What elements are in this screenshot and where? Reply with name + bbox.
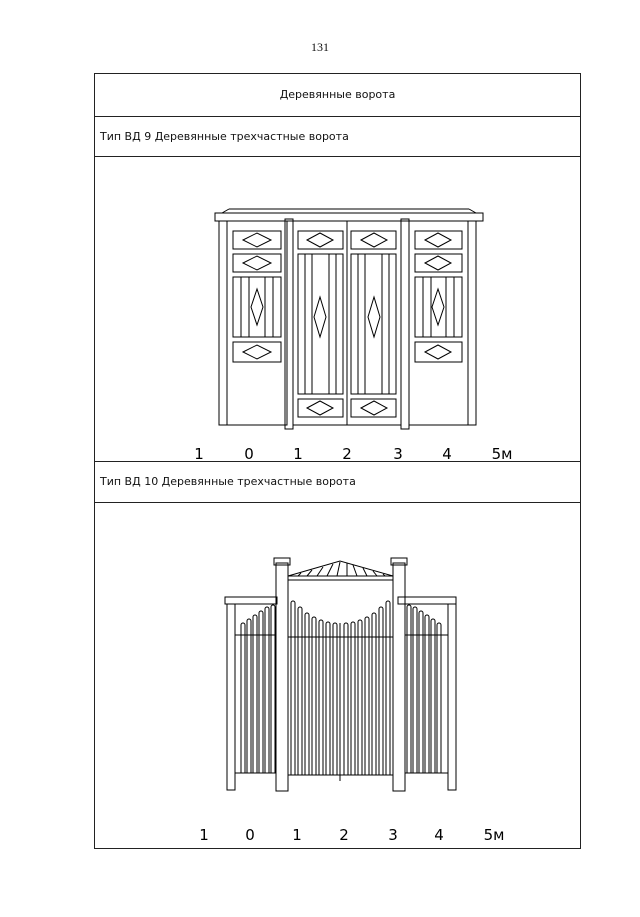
gate-vd10-right-fence (405, 605, 448, 773)
gate-vd10-gable (288, 561, 393, 580)
section-2-figure (95, 503, 580, 848)
section-1-heading-row (95, 117, 580, 157)
section-1-heading: Тип ВД 9 Деревянные трехчастные ворота (100, 130, 349, 143)
gates-table (94, 73, 581, 849)
scale-1-label-6: 5м (491, 445, 513, 462)
gate-vd10-left-post (276, 563, 288, 791)
scale-bar-1-ruler (95, 157, 580, 462)
scale-2-label-0: 1 (199, 826, 209, 844)
table-title: Деревянные ворота (279, 88, 396, 101)
section-2-heading-row (95, 462, 580, 503)
scale-1-label-0: 1 (194, 445, 204, 462)
scale-2-label-4: 3 (388, 826, 398, 844)
gate-vd10-left-fence (235, 605, 276, 773)
gate-vd10-center-leaves (288, 601, 393, 781)
section-2-heading: Тип ВД 10 Деревянные трехчастные ворота (100, 475, 356, 488)
scale-2-label-3: 2 (339, 826, 349, 844)
scale-2-label-2: 1 (292, 826, 302, 844)
scale-2-label-6: 5м (483, 826, 505, 844)
scale-1-label-2: 1 (293, 445, 303, 462)
scale-1-label-1: 0 (244, 445, 254, 462)
gate-vd10-drawing (95, 503, 580, 848)
scale-1-label-5: 4 (442, 445, 452, 462)
section-1-figure (95, 157, 580, 462)
page-number: 131 (311, 40, 329, 54)
scale-1-label-4: 3 (393, 445, 403, 462)
scale-bar-2 (199, 826, 504, 844)
scale-2-label-5: 4 (434, 826, 444, 844)
scale-2-label-1: 0 (245, 826, 255, 844)
scale-1-label-3: 2 (342, 445, 352, 462)
table-title-row (95, 74, 580, 117)
